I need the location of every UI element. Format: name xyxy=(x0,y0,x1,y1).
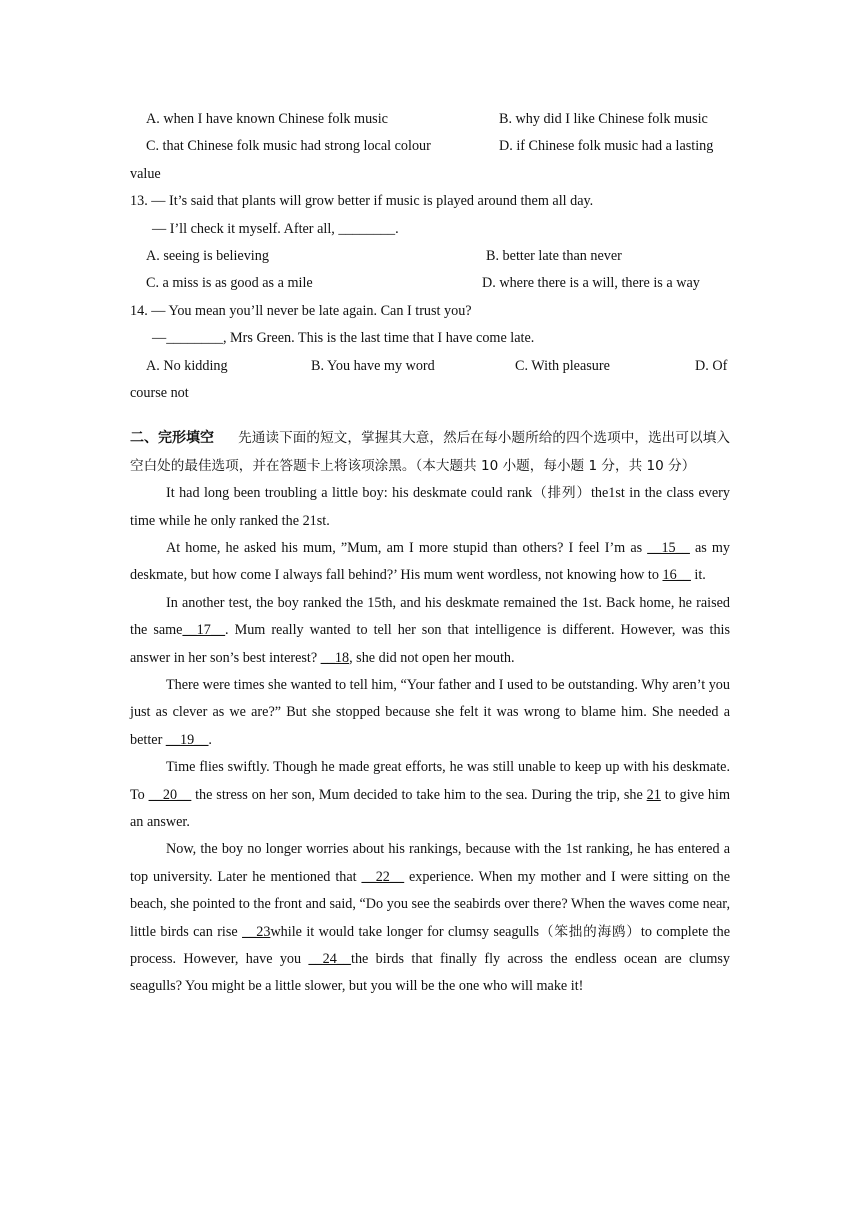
q13-options-row-2 xyxy=(130,270,730,297)
passage-paragraph-2 xyxy=(130,535,730,590)
q12-option-a: A. when I have known Chinese folk music xyxy=(146,111,388,127)
section-2-instructions: 先通读下面的短文，掌握其大意，然后在每小题所给的四个选项中，选出可以填入空白处的最佳选项，并在答题卡上将该项涂黑。（本大题共 10 小题，每小题 1 分，共 10 分） xyxy=(130,430,730,474)
blank-19: __19__ xyxy=(165,731,209,748)
passage-text: It had long been troubling a little boy: his deskmate could rank xyxy=(166,485,533,502)
passage-paragraph-5 xyxy=(130,754,730,836)
passage-paragraph-1 xyxy=(130,480,730,535)
chinese-gloss: （笨拙的海鸥） xyxy=(539,923,641,940)
blank-23: __23 xyxy=(242,923,271,940)
blank-20: __20__ xyxy=(148,786,192,803)
passage-text: to give him an answer. xyxy=(130,786,730,830)
passage-text: . Mum really wanted to tell her son that intelligence is different. However, was this answer in her son’s best interest? xyxy=(130,622,731,666)
passage-text: At home, he asked his mum, ”Mum, am I more stupid than others? I feel I’m as xyxy=(166,539,648,556)
blank-15: __15__ xyxy=(647,539,690,556)
passage-paragraph-3 xyxy=(130,590,730,672)
q14-stem: 14. — You mean you’ll never be late again. Can I trust you? xyxy=(130,302,472,319)
q13-option-c: C. a miss is as good as a mile xyxy=(146,275,313,292)
q12-option-d-continued: value xyxy=(130,165,161,182)
passage-text: while it would take longer for clumsy seagulls xyxy=(270,923,540,940)
q14-options-row xyxy=(130,353,730,380)
section-2-header xyxy=(130,425,730,480)
passage-text: . xyxy=(208,731,212,748)
passage-text: it. xyxy=(690,567,706,584)
q13-options-row-1 xyxy=(130,243,730,270)
passage-text: experience. When my mother and I were sitting on the beach, she pointed to the front and said, “Do you see the seabirds over there? When the waves come near, little birds can rise xyxy=(130,868,730,940)
passage-text: the1st in the class every time while he only ranked the 21st. xyxy=(130,485,730,529)
q14-option-a: A. No kidding xyxy=(146,357,228,374)
passage-paragraph-6 xyxy=(130,836,730,1000)
blank-16: 16__ xyxy=(662,567,691,584)
passage-text: as my deskmate, but how come I always fall behind?’ His mum went wordless, not knowing how to xyxy=(130,539,730,584)
q14-reply: —________, Mrs Green. This is the last time that I have come late. xyxy=(152,330,535,347)
q12-options-row-1 xyxy=(130,106,730,133)
q14-option-d-continued: course not xyxy=(130,384,189,401)
q14-option-d: D. Of xyxy=(695,357,728,374)
passage-paragraph-4 xyxy=(130,672,730,754)
q13-option-b: B. better late than never xyxy=(486,247,622,264)
blank-21: 21 xyxy=(646,786,661,803)
q14-option-c: C. With pleasure xyxy=(515,357,610,374)
passage-text: Time flies swiftly. Though he made great efforts, he was still unable to keep up with his deskmate. To xyxy=(130,759,730,803)
passage-text: There were times she wanted to tell him, “Your father and I used to be outstanding. Why aren’t you just as clever as we are?” But she stopped because she felt it was wrong to blame him. She needed a better xyxy=(130,676,730,748)
passage-text: Now, the boy no longer worries about his rankings, because with the 1st ranking, he has entered a top university. Later he mentioned that xyxy=(130,841,730,885)
q13-stem: 13. — It’s said that plants will grow better if music is played around them all day. xyxy=(130,193,594,210)
blank-18: __18 xyxy=(320,649,350,666)
q13-option-a: A. seeing is believing xyxy=(146,247,269,264)
passage-text: , she did not open her mouth. xyxy=(349,649,515,666)
document-page xyxy=(130,106,730,1001)
passage-text: In another test, the boy ranked the 15th, and his deskmate remained the 1st. Back home, he raised the same xyxy=(130,594,730,639)
blank-17: __17__ xyxy=(182,622,226,639)
q12-option-b: B. why did I like Chinese folk music xyxy=(499,111,708,127)
q13-option-d: D. where there is a will, there is a way xyxy=(482,275,700,292)
q12-option-c: C. that Chinese folk music had strong local colour xyxy=(146,138,431,155)
q12-options-row-2 xyxy=(130,133,730,160)
q12-option-d: D. if Chinese folk music had a lasting xyxy=(499,138,714,155)
q14-option-b: B. You have my word xyxy=(311,357,435,374)
q13-reply: — I’ll check it myself. After all, ________. xyxy=(152,220,399,237)
chinese-gloss: （排列） xyxy=(532,485,591,502)
section-2-title: 二、完形填空 xyxy=(130,430,214,447)
passage-text: the stress on her son, Mum decided to take him to the sea. During the trip, she xyxy=(191,786,647,803)
passage-text: to complete the process. However, have you xyxy=(130,923,730,968)
passage-text: the birds that finally fly across the endless ocean are clumsy seagulls? You might be a little slower, but you will be the one who will make it! xyxy=(130,951,730,995)
blank-22: __22__ xyxy=(361,868,405,885)
blank-24: __24__ xyxy=(308,951,352,968)
